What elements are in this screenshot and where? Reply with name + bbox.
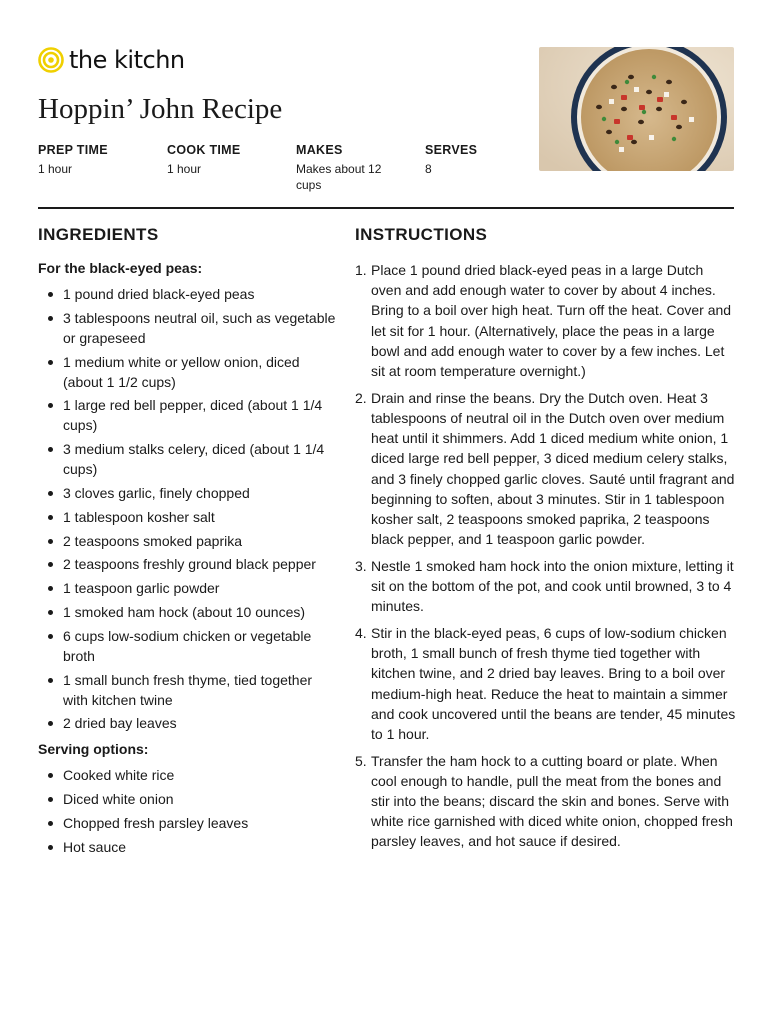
meta-value: 8	[425, 162, 432, 176]
meta-value: 1 hour	[167, 162, 202, 176]
step-text: Nestle 1 smoked ham hock into the onion mixture, letting it sit on the bottom of the pot, and cook until browned, 3 to 4 minutes.	[371, 557, 734, 615]
ingredient-item: Diced white onion	[38, 789, 338, 809]
step-number: 5.	[355, 752, 367, 769]
ingredient-item: 1 pound dried black-eyed peas	[38, 284, 338, 304]
instructions-section	[355, 224, 737, 858]
ingredient-item: Cooked white rice	[38, 765, 338, 785]
serving-options-list	[38, 765, 338, 856]
instruction-step	[355, 623, 737, 744]
ingredient-list	[38, 284, 338, 733]
instruction-step	[355, 751, 737, 852]
step-number: 2.	[355, 389, 367, 406]
step-number: 1.	[355, 262, 367, 278]
ingredient-item: Chopped fresh parsley leaves	[38, 813, 338, 833]
ingredient-item: 2 dried bay leaves	[38, 713, 338, 733]
meta-cook-time	[167, 143, 287, 177]
ingredient-item: 3 tablespoons neutral oil, such as vegetable or grapeseed	[38, 308, 338, 348]
meta-serves	[425, 143, 545, 177]
step-text: Stir in the black-eyed peas, 6 cups of low-sodium chicken broth, 1 small bunch of fresh thyme tied together with kitchen twine, and 2 dried bay leaves. Bring to a boil over medium-high heat. Reduce the heat to maintain a simmer and cook uncovered until the beans are tender, 45 minutes to 1 hour.	[371, 624, 736, 742]
meta-prep-time	[38, 143, 158, 177]
ingredient-item: 1 large red bell pepper, diced (about 1 1/4 cups)	[38, 395, 338, 435]
step-number: 3.	[355, 557, 367, 574]
instructions-heading: INSTRUCTIONS	[355, 225, 488, 244]
ingredient-item: 1 small bunch fresh thyme, tied together with kitchen twine	[38, 670, 338, 710]
step-number: 4.	[355, 624, 367, 641]
ingredient-group-title: Serving options:	[38, 741, 149, 758]
step-text: Drain and rinse the beans. Dry the Dutch oven. Heat 3 tablespoons of neutral oil in the Dutch oven over medium heat until it shimmers. Add 1 diced medium white onion, 1 diced large red bell pepper, 3 diced medium celery stalks, and 3 finely chopped garlic cloves. Sauté until fragrant and beginning to soften, about 3 minutes. Stir in 1 tablespoon kosher salt, 2 teaspoons smoked paprika, 2 teaspoons black pepper, and 1 teaspoon garlic powder.	[371, 389, 735, 548]
meta-value: 1 hour	[38, 162, 73, 176]
instruction-step	[355, 556, 737, 617]
header-divider	[38, 207, 734, 209]
step-text: Place 1 pound dried black-eyed peas in a large Dutch oven and add enough water to cover by about 4 inches. Bring to a boil over high heat. Turn off the heat. Cover and let sit for 1 hour. (Alternatively, place the peas in a large bowl and add enough water to cover by a few inches. Let sit at room temperature overnight.)	[371, 262, 732, 380]
ingredients-heading: INGREDIENTS	[38, 225, 159, 244]
ingredient-item: 2 teaspoons freshly ground black pepper	[38, 554, 338, 574]
ingredient-item: 3 medium stalks celery, diced (about 1 1/4 cups)	[38, 439, 338, 479]
instruction-step	[355, 388, 737, 550]
ingredient-item: 1 medium white or yellow onion, diced (about 1 1/2 cups)	[38, 352, 338, 392]
ingredient-item: 6 cups low-sodium chicken or vegetable broth	[38, 626, 338, 666]
instruction-step	[355, 260, 737, 381]
ingredient-item: 1 teaspoon garlic powder	[38, 578, 338, 598]
ingredient-item: 1 tablespoon kosher salt	[38, 507, 338, 527]
meta-label: SERVES	[425, 143, 478, 157]
hero-dish-illustration	[539, 47, 734, 171]
instruction-list	[355, 260, 737, 852]
spiral-logo-icon	[38, 47, 64, 73]
meta-makes	[296, 143, 396, 193]
ingredients-section	[38, 224, 338, 861]
meta-label: COOK TIME	[167, 143, 241, 157]
recipe-title: Hoppin’ John Recipe	[38, 93, 283, 125]
meta-label: MAKES	[296, 143, 343, 157]
ingredient-item: 3 cloves garlic, finely chopped	[38, 483, 338, 503]
ingredient-item: 1 smoked ham hock (about 10 ounces)	[38, 602, 338, 622]
ingredient-group-title: For the black-eyed peas:	[38, 260, 203, 276]
brand-name: the kitchn	[69, 46, 185, 74]
ingredient-item: Hot sauce	[38, 837, 338, 857]
brand-logo[interactable]	[38, 47, 185, 73]
step-text: Transfer the ham hock to a cutting board or plate. When cool enough to handle, pull the meat from the bones and stir into the beans; discard the skin and bones. Serve with white rice garnished with diced white onion, chopped fresh parsley leaves, and hot sauce if desired.	[371, 752, 733, 850]
meta-label: PREP TIME	[38, 143, 108, 157]
meta-value: Makes about 12 cups	[296, 162, 382, 192]
ingredient-item: 2 teaspoons smoked paprika	[38, 531, 338, 551]
hero-image	[539, 47, 734, 171]
